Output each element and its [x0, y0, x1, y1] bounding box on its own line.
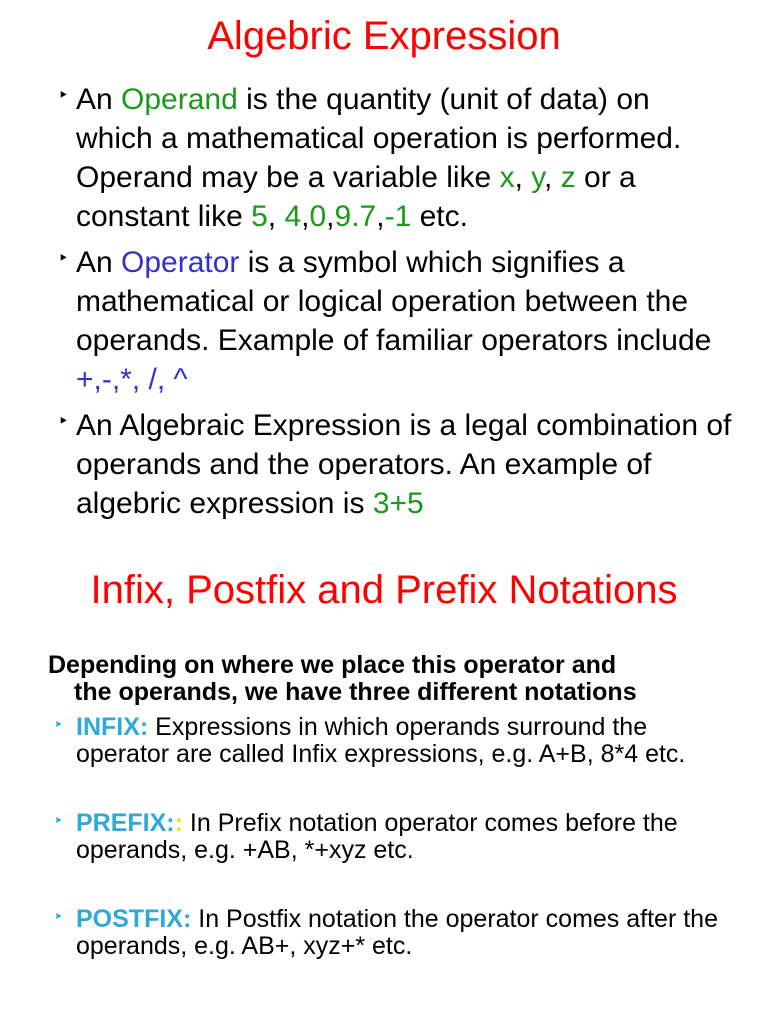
list-item-operator: ‣ An Operator is a symbol which signifies a mathematical or logical operation between the operands. Example of familiar operators include +,-,*, /, ^	[58, 246, 712, 396]
expression-example: 3+5	[372, 487, 424, 520]
list-item-prefix: ‣ PREFIX:: In Prefix notation operator comes before the operands, e.g. +AB, *+xyz etc.	[54, 809, 678, 864]
list-item-expression: ‣ An Algebraic Expression is a legal combination of operands and the operators. An example of algebric expression is 3+5	[58, 409, 732, 520]
notations-list	[52, 714, 742, 960]
bullet-icon: ‣	[54, 717, 64, 734]
label-infix: INFIX:	[76, 713, 149, 741]
bullet-icon: ‣	[58, 248, 69, 268]
bullet-icon: ‣	[58, 411, 69, 431]
page-title: Algebric Expression	[207, 14, 561, 58]
intro-text: Depending on where we place this operator and the operands, we have three different notations	[48, 651, 637, 706]
term-operand: Operand	[121, 83, 238, 116]
label-postfix: POSTFIX:	[76, 905, 192, 933]
section-title: Infix, Postfix and Prefix Notations	[90, 568, 678, 612]
definitions-list	[52, 80, 732, 530]
list-item-operand: ‣ An Operand is the quantity (unit of data) on which a mathematical operation is performed. Operand may be a variable like x, y, z or a constant like 5, 4,0,9.7,-1 etc.	[58, 83, 682, 233]
bullet-icon: ‣	[54, 813, 64, 830]
label-prefix: PREFIX:	[76, 809, 175, 837]
bullet-icon: ‣	[58, 85, 69, 105]
operator-symbols: +,-,*, /, ^	[76, 363, 188, 396]
list-item-infix: ‣ INFIX: Expressions in which operands surround the operator are called Infix expressions, e.g. A+B, 8*4 etc.	[54, 713, 686, 768]
label-prefix-extra: :	[174, 809, 183, 837]
list-item-postfix: ‣ POSTFIX: In Postfix notation the operator comes after the operands, e.g. AB+, xyz+* etc.	[54, 905, 718, 960]
term-operator: Operator	[121, 246, 240, 279]
bullet-icon: ‣	[54, 909, 64, 926]
